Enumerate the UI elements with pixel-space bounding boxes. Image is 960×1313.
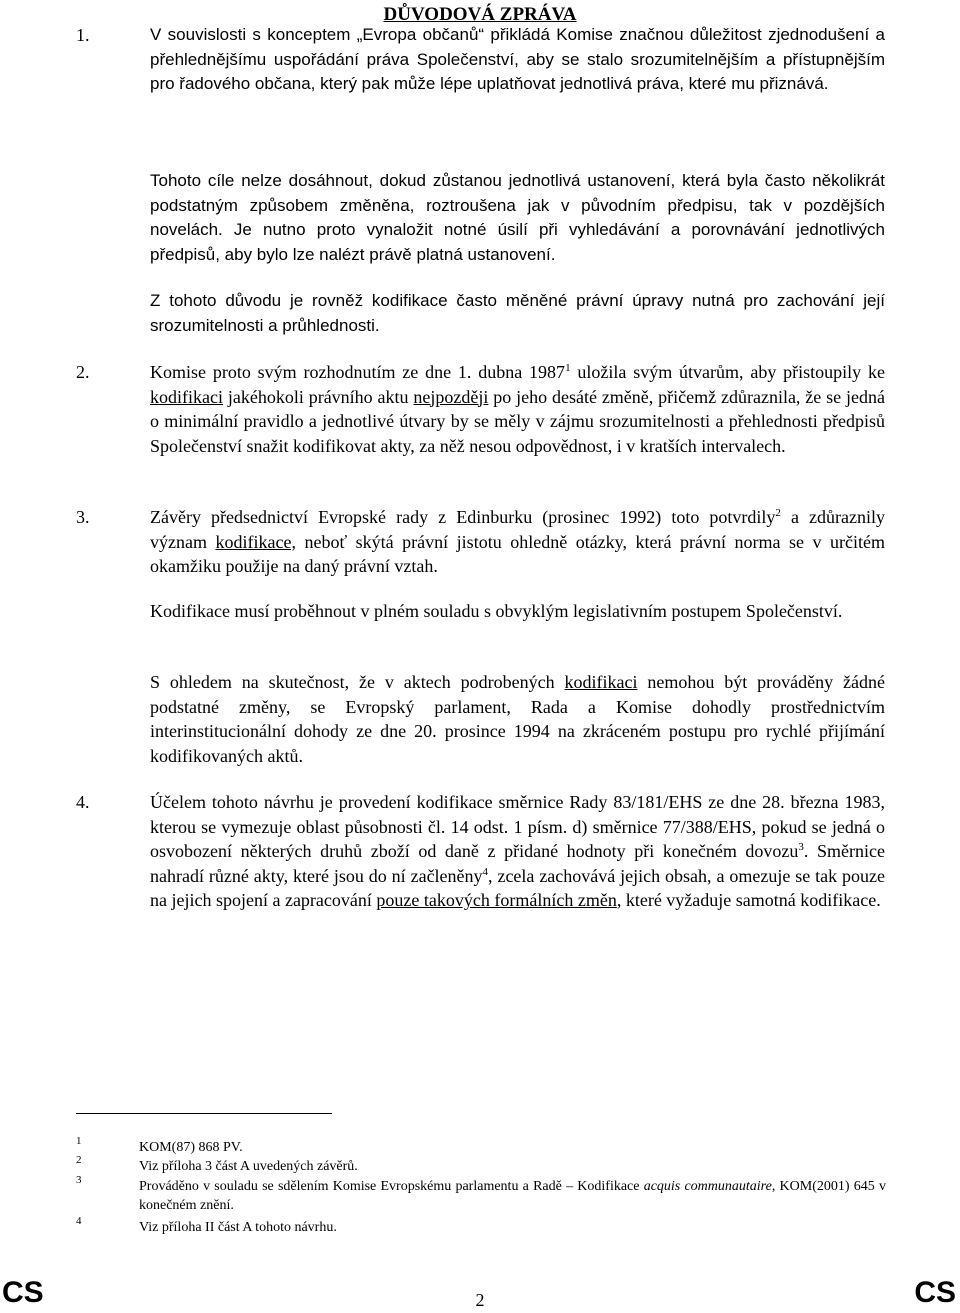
page-number: 2 <box>475 1290 485 1310</box>
footer-language-left: CS <box>2 1276 44 1309</box>
footer-language-right: CS <box>914 1276 956 1309</box>
document-page: DŮVODOVÁ ZPRÁVA 1. V souvislosti s konceptem „Evropa občanů“ přikládá Komise značnou důležitost zjednodušení a přehlednějšímu uspořádání práva Společenství, aby se stalo srozumitelnějším a přístupnějším pro řadového občana, který pak může lépe uplatňovat jednotlivá práva, které mu přiznává. Tohoto cíle nelze dosáhnout, dokud zůstanou jednotlivá ustanovení, která byla často několikrát podstatným způsobem změněna, roztroušena jak v původním předpisu, tak v pozdějších novelách. Je nutno proto vynaložit notné úsilí při vyhledávání a porovnávání jednotlivých předpisů, aby bylo lze nalézt právě platná ustanovení. Z tohoto důvodu je rovněž kodifikace často měněné právní úpravy nutná pro zachování její srozumitelnosti a průhlednosti. 2. Komise proto svým rozhodnutím ze dne 1. dubna 1987$^1$ uložila svým útvarům, aby přistoupily ke kodifikaci jakéhokoli právního aktu nejpozději po jeho desáté změně, přičemž zdůraznila, že se jedná o minimální pravidlo a jednotlivé útvary by se měly v zájmu srozumitelnosti a přehlednosti předpisů Společenství snažit kodifikovat akty, za něž nesou odpovědnost, i v kratších intervalech. 3. Závěry předsednictví Evropské rady z Edinburku (prosinec 1992) toto potvrdily$^2$ a zdůraznily význam kodifikace, neboť skýtá právní jistotu ohledně otázky, která právní norma se v určitém okamžiku použije na daný právní vztah. Kodifikace musí proběhnout v plném souladu s obvyklým legislativním postupem Společenství. S ohledem na skutečnost, že v aktech podrobených kodifikaci nemohou být prováděny žádné podstatné změny, se Evropský parlament, Rada a Komise dohodly prostřednictvím interinstitucionální dohody ze dne 20. prosince 1994 na zkráceném postupu pro rychlé přijímání kodifikovaných aktů. 4. Účelem tohoto návrhu je provedení kodifikace směrnice Rady 83/181/EHS ze dne 28. března 1983, kterou se vymezuje oblast působnosti čl. 14 odst. 1 písm. d) směrnice 77/388/EHS, pokud se jedná o osvobození některých druhů zboží od daně z přidané hodnoty při konečném dovozu$^3$. Směrnice nahradí různé akty, které jsou do ní začleněny$^4$, zcela zachovává jejich obsah, a omezuje se tak pouze na jejich spojení a zapracování pouze takových formálních změn, které vyžaduje samotná kodifikace. 1 KOM(87) 868 PV. 2 Viz příloha 3 část A uvedených závěrů. 3 Prováděno v souladu se sdělením Komise Evropskému parlamentu a Radě – Kodifikace acquis communautaire, KOM(2001) 645 v konečném znění. 4 Viz příloha II část A tohoto návrhu. CS 2 CS <box>0 0 960 1313</box>
footnote-separator <box>76 1113 332 1114</box>
section-3-paragraph-2: Kodifikace musí proběhnout v plném souladu s obvyklým legislativním postupem Společenství. <box>150 601 843 621</box>
footnote-ref-4[interactable]: 4 <box>482 865 489 878</box>
section-3-paragraph-3: S ohledem na skutečnost, že v aktech podrobených kodifikaci nemohou být prováděny žádné podstatné změny, se Evropský parlament, Rada a Komise dohodly prostřednictvím interinstitucionální dohody ze dne 20. prosince 1994 na zkráceném postupu pro rychlé přijímání kodifikovaných aktů. <box>150 672 885 766</box>
section-1-paragraph-2: Tohoto cíle nelze dosáhnout, dokud zůstanou jednotlivá ustanovení, která byla často několikrát podstatným způsobem změněna, roztroušena jak v původním předpisu, tak v pozdějších novelách. Je nutno proto vynaložit notné úsilí při vyhledávání a porovnávání jednotlivých předpisů, aby bylo lze nalézt právě platná ustanovení. <box>150 171 885 264</box>
document-title: DŮVODOVÁ ZPRÁVA <box>383 4 577 25</box>
footnote-ref-1[interactable]: 1 <box>565 362 571 374</box>
section-2-paragraph: Komise proto svým rozhodnutím ze dne 1. dubna 1987$^1$ uložila svým útvarům, aby přistoupily ke kodifikaci jakéhokoli právního aktu nejpozději po jeho desáté změně, přičemž zdůraznila, že se jedná o minimální pravidlo a jednotlivé útvary by se měly v zájmu srozumitelnosti a přehlednosti předpisů Společenství snažit kodifikovat akty, za něž nesou odpovědnost, i v kratších intervalech. <box>150 362 885 456</box>
footnote-ref-3[interactable]: 3 <box>798 841 804 853</box>
footnote-ref-2[interactable]: 2 <box>775 507 781 519</box>
section-1-paragraph-3: Z tohoto důvodu je rovněž kodifikace často měněné právní úpravy nutná pro zachování její srozumitelnosti a průhlednosti. <box>150 291 885 335</box>
section-4-paragraph: Účelem tohoto návrhu je provedení kodifikace směrnice Rady 83/181/EHS ze dne 28. března 1983, kterou se vymezuje oblast působnosti čl. 14 odst. 1 písm. d) směrnice 77/388/EHS, pokud se jedná o osvobození některých druhů zboží od daně z přidané hodnoty při konečném dovozu$^3$. Směrnice nahradí různé akty, které jsou do ní začleněny$^4$, zcela zachovává jejich obsah, a omezuje se tak pouze na jejich spojení a zapracování pouze takových formálních změn, které vyžaduje samotná kodifikace. <box>150 792 885 910</box>
section-1-paragraph-1: V souvislosti s konceptem „Evropa občanů“ přikládá Komise značnou důležitost zjednodušení a přehlednějšímu uspořádání práva Společenství, aby se stalo srozumitelnějším a přístupnějším pro řadového občana, který pak může lépe uplatňovat jednotlivá práva, které mu přiznává. <box>150 25 885 93</box>
section-3-paragraph-1: Závěry předsednictví Evropské rady z Edinburku (prosinec 1992) toto potvrdily$^2$ a zdůraznily význam kodifikace, neboť skýtá právní jistotu ohledně otázky, která právní norma se v určitém okamžiku použije na daný právní vztah. <box>150 507 885 576</box>
